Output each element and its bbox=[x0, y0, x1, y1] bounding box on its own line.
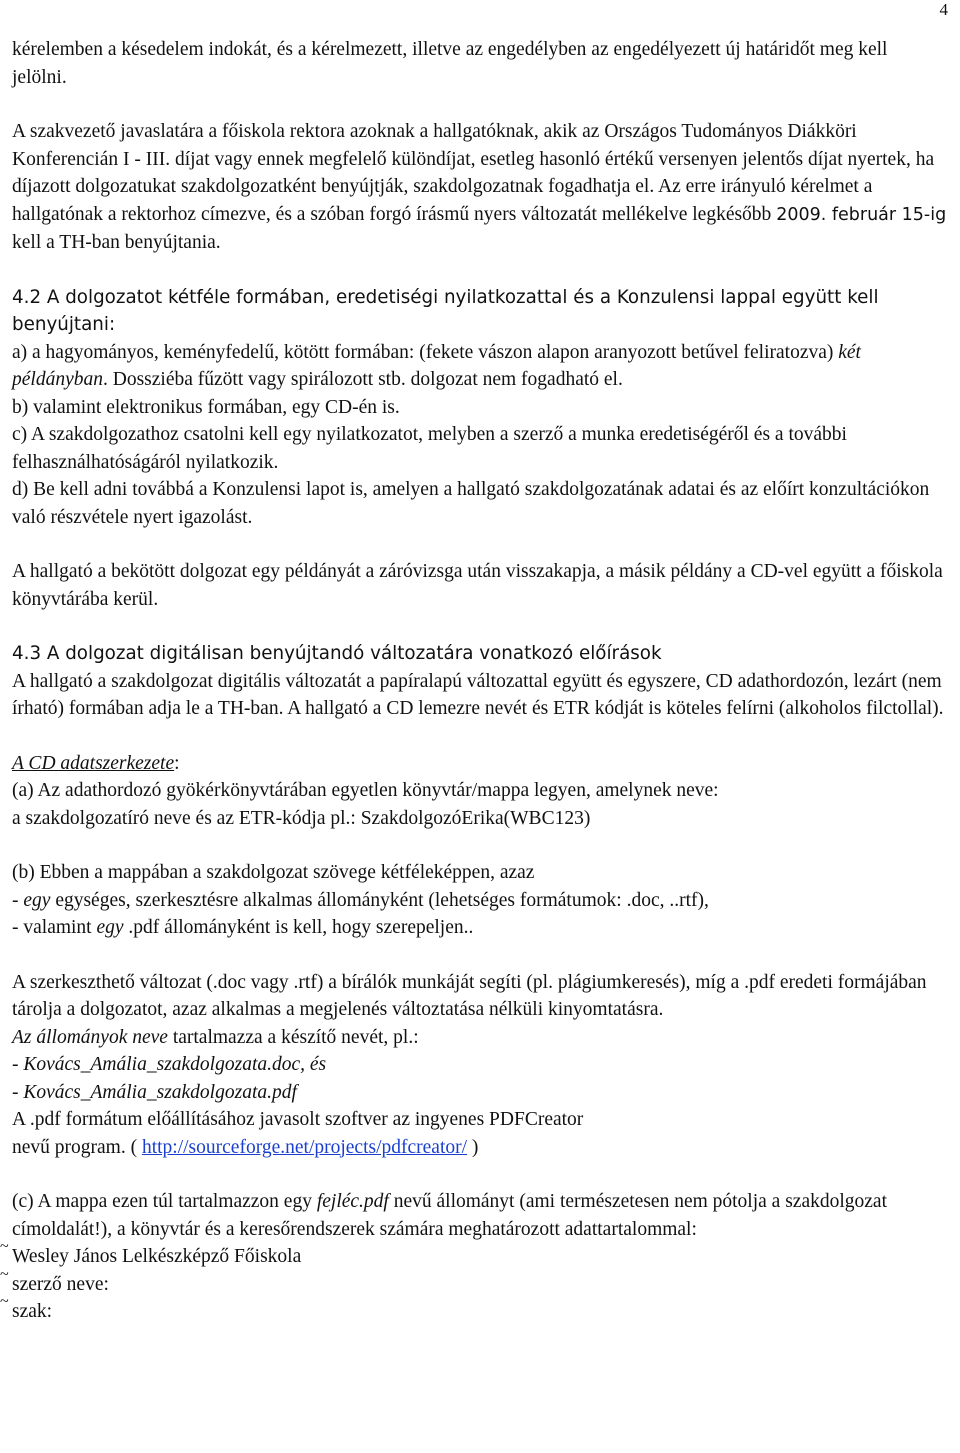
page-number: 4 bbox=[939, 0, 948, 19]
cd-item-a-line1: (a) Az adathordozó gyökérkönyvtárában egyetlen könyvtár/mappa legyen, amelynek neve: bbox=[12, 780, 719, 801]
b3-pre: - valamint bbox=[12, 917, 97, 938]
document-body bbox=[0, 36, 947, 1326]
file-naming-text: tartalmazza a készítő nevét, pl.: bbox=[167, 1026, 419, 1048]
section-4-2-heading: 4.2 A dolgozatot kétféle formában, eredetiségi nyilatkozattal és a Konzulensi lappal együtt kell benyújtani: bbox=[12, 286, 879, 335]
item-c: c) A szakdolgozathoz csatolni kell egy nyilatkozatot, melyben a szerző a munka eredetiségéről és a további felhasználhatóságáról nyilatkozik. bbox=[12, 424, 847, 473]
paragraph-deadline: kérelemben a késedelem indokát, és a kérelmezett, illetve az engedélyben az engedélyezett új határidőt meg kell jelölni. bbox=[12, 39, 888, 88]
example-file-pdf: - Kovács_Amália_szakdolgozata.pdf bbox=[12, 1081, 297, 1103]
program-pre: nevű program. ( bbox=[12, 1136, 142, 1158]
bullet-text: szerző neve: bbox=[12, 1273, 109, 1295]
program-post: ) bbox=[467, 1136, 479, 1158]
item-b: b) valamint elektronikus formában, egy CD-én is. bbox=[12, 396, 400, 418]
otdk-text: A szakvezető javaslatára a főiskola rektora azoknak a hallgatóknak, akik az Országos Tudományos Diákköri Konferencián I - III. díjat vagy ennek megfelelő különdíjat, esetleg hasonló értékű versenyen jelentős díjat nyertek, ha díjazott dolgozatukat szakdolgozatként benyújtják, szakdolgozatnak fogadhatja el. Az erre irányuló kérelmet a hallgatónak a rektorhoz címezve, és a szóban forgó írásmű nyers változatát mellékelve legkésőbb bbox=[12, 121, 935, 225]
cd-structure-title-text: A CD adatszerkezete bbox=[12, 752, 175, 774]
bullet-text: szak: bbox=[12, 1301, 53, 1322]
bullet-item bbox=[0, 1238, 947, 1271]
file-naming-line bbox=[12, 1024, 947, 1052]
paragraph-otdk bbox=[12, 118, 947, 257]
item-a bbox=[12, 339, 947, 394]
pdfcreator-link[interactable]: http://sourceforge.net/projects/pdfcreator/ bbox=[141, 1136, 468, 1158]
item-d: d) Be kell adni továbbá a Konzulensi lapot is, amelyen a hallgató szakdolgozatának adatai és az előírt konzultációkon való részvétele nyert igazolást. bbox=[12, 479, 930, 528]
program-line bbox=[12, 1134, 947, 1162]
paragraph-editable-version: A szerkeszthető változat (.doc vagy .rtf) a bírálók munkáját segíti (pl. plágiumkeresés), míg a .pdf eredeti formájában tárolja a dolgozatot, azaz alkalmas a megjelenés változtatása nélküli kinyomtatásra. bbox=[12, 971, 927, 1020]
cd-item-a-line2: a szakdolgozatíró neve és az ETR-kódja pl.: SzakdolgozóErika(WBC123) bbox=[12, 807, 591, 829]
b2-pre: - bbox=[12, 889, 24, 911]
b3-italic: egy bbox=[96, 917, 124, 938]
cd-structure-colon: : bbox=[174, 752, 180, 774]
cd-structure-title bbox=[12, 750, 947, 778]
section-4-3-heading: 4.3 A dolgozat digitálisan benyújtandó változatára vonatkozó előírások bbox=[12, 643, 662, 664]
cd-item-b-line1: (b) Ebben a mappában a szakdolgozat szövege kétféleképpen, azaz bbox=[12, 862, 535, 883]
otdk-text-end: kell a TH-ban benyújtania. bbox=[12, 232, 221, 253]
c-pre: (c) A mappa ezen túl tartalmazzon egy bbox=[12, 1191, 317, 1212]
cd-item-c bbox=[12, 1188, 947, 1243]
tilde-bullet-icon: ~ bbox=[0, 1265, 9, 1283]
cd-item-b-line3 bbox=[12, 914, 947, 942]
otdk-date: 2009. február 15-ig bbox=[776, 204, 947, 225]
b2-italic: egy bbox=[23, 889, 51, 911]
pdf-software-line: A .pdf formátum előállításához javasolt szoftver az ingyenes PDFCreator bbox=[12, 1109, 584, 1130]
tilde-bullet-icon: ~ bbox=[0, 1293, 9, 1310]
item-a-text: a) a hagyományos, keményfedelű, kötött formában: (fekete vászon alapon aranyozott betűvel feliratozva) bbox=[12, 341, 839, 363]
bullet-item bbox=[0, 1265, 947, 1299]
paragraph-return: A hallgató a bekötött dolgozat egy példányát a záróvizsga után visszakapja, a másik példány a CD-vel együtt a főiskola könyvtárába kerül. bbox=[12, 561, 943, 610]
tilde-bullet-icon: ~ bbox=[0, 1238, 9, 1255]
c-post: nevű állományt (ami természetesen nem pótolja a szakdolgozat címoldalát!), a könyvtár és a keresőrendszerek számára meghatározott adattartalommal: bbox=[12, 1191, 887, 1240]
bullet-text: Wesley János Lelkészképző Főiskola bbox=[12, 1246, 302, 1267]
b3-post: .pdf állományként is kell, hogy szerepeljen.. bbox=[123, 917, 474, 938]
b2-post: egységes, szerkesztésre alkalmas állományként (lehetséges formátumok: .doc, ..rtf), bbox=[50, 889, 709, 911]
file-naming-italic: Az állományok neve bbox=[12, 1026, 168, 1048]
bullet-item bbox=[0, 1293, 947, 1326]
example-file-doc: - Kovács_Amália_szakdolgozata.doc, és bbox=[12, 1054, 327, 1075]
item-a-text-end: . Dossziéba fűzött vagy spirálozott stb. dolgozat nem fogadható el. bbox=[102, 369, 623, 390]
section-4-3-text: A hallgató a szakdolgozat digitális változatát a papíralapú változattal együtt és egyszere, CD adathordozón, lezárt (nem írható) formában adja le a TH-ban. A hallgató a CD lemezre nevét és ETR kódját is köteles felírni (alkoholos filctollal). bbox=[12, 670, 944, 719]
cd-item-b-line2 bbox=[12, 887, 947, 915]
c-italic-filename: fejléc.pdf bbox=[316, 1191, 389, 1212]
item-a-italic: két példányban bbox=[12, 341, 861, 390]
